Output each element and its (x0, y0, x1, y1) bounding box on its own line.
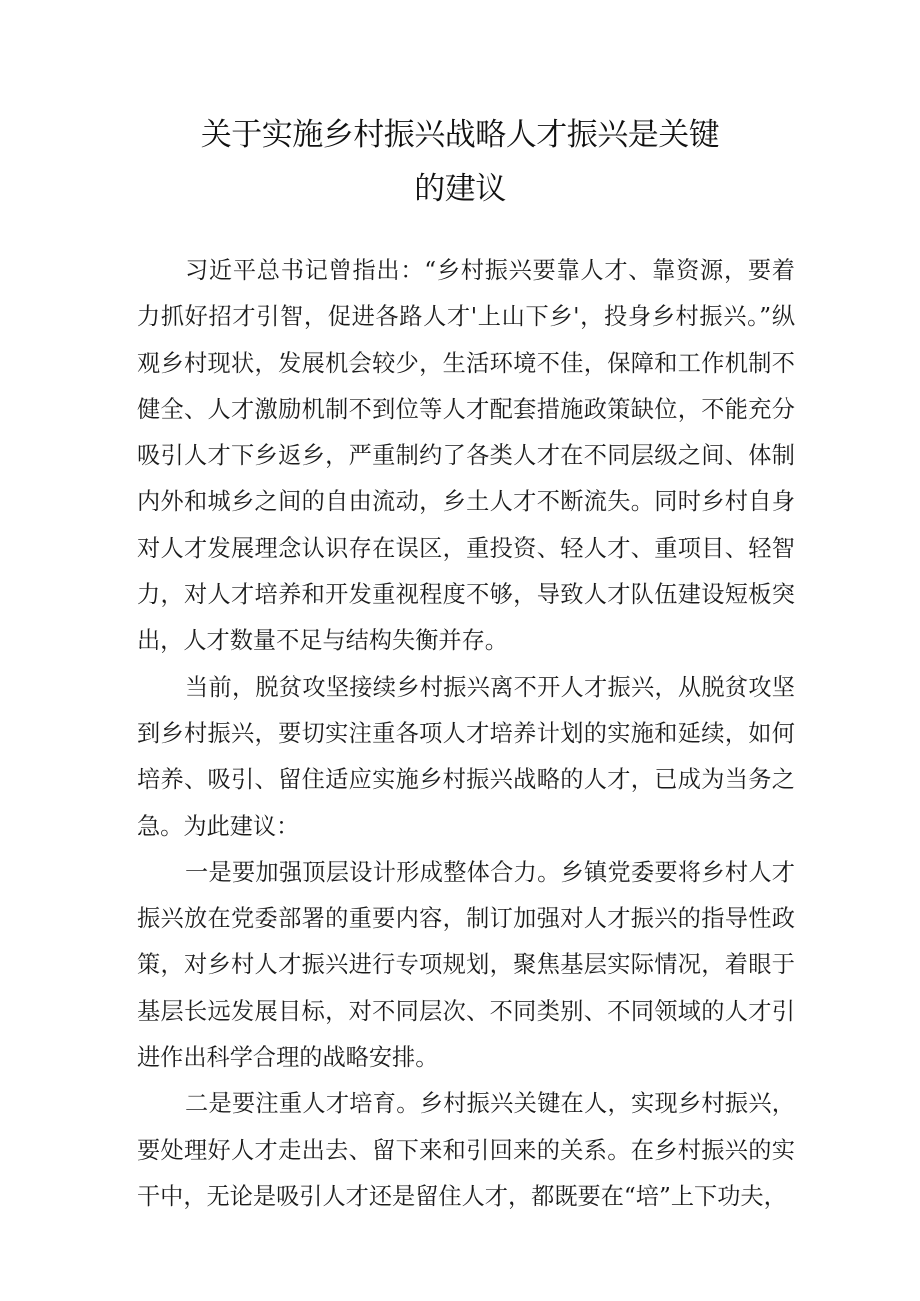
title-line-1: 关于实施乡村振兴战略人才振兴是关键 (200, 117, 720, 153)
paragraph-suggestion-two: 二是要注重人才培育。乡村振兴关键在人，实现乡村振兴，要处理好人才走出去、留下来和引回来的关系。在乡村振兴的实干中，无论是吸引人才还是留住人才，都既要在“培”上下功夫， (137, 1090, 795, 1210)
title-line-2: 的建议 (414, 171, 506, 207)
document-title (130, 108, 790, 216)
paragraph-current-situation: 当前，脱贫攻坚接续乡村振兴离不开人才振兴，从脱贫攻坚到乡村振兴，要切实注重各项人才培养计划的实施和延续，如何培养、吸引、留住适应实施乡村振兴战略的人才，已成为当务之急。为此建议： (137, 673, 795, 840)
document-body (137, 248, 795, 1220)
paragraph-intro: 习近平总书记曾指出：“乡村振兴要靠人才、靠资源，要着力抓好招才引智，促进各路人才'上山下乡'，投身乡村振兴。”纵观乡村现状，发展机会较少，生活环境不佳，保障和工作机制不健全、人才激励机制不到位等人才配套措施政策缺位，不能充分吸引人才下乡返乡，严重制约了各类人才在不同层级之间、体制内外和城乡之间的自由流动，乡土人才不断流失。同时乡村自身对人才发展理念认识存在误区，重投资、轻人才、重项目、轻智力，对人才培养和开发重视程度不够，导致人才队伍建设短板突出，人才数量不足与结构失衡并存。 (137, 257, 795, 655)
paragraph-suggestion-one: 一是要加强顶层设计形成整体合力。乡镇党委要将乡村人才振兴放在党委部署的重要内容，制订加强对人才振兴的指导性政策，对乡村人才振兴进行专项规划，聚焦基层实际情况，着眼于基层长远发展目标，对不同层次、不同类别、不同领域的人才引进作出科学合理的战略安排。 (137, 858, 795, 1072)
